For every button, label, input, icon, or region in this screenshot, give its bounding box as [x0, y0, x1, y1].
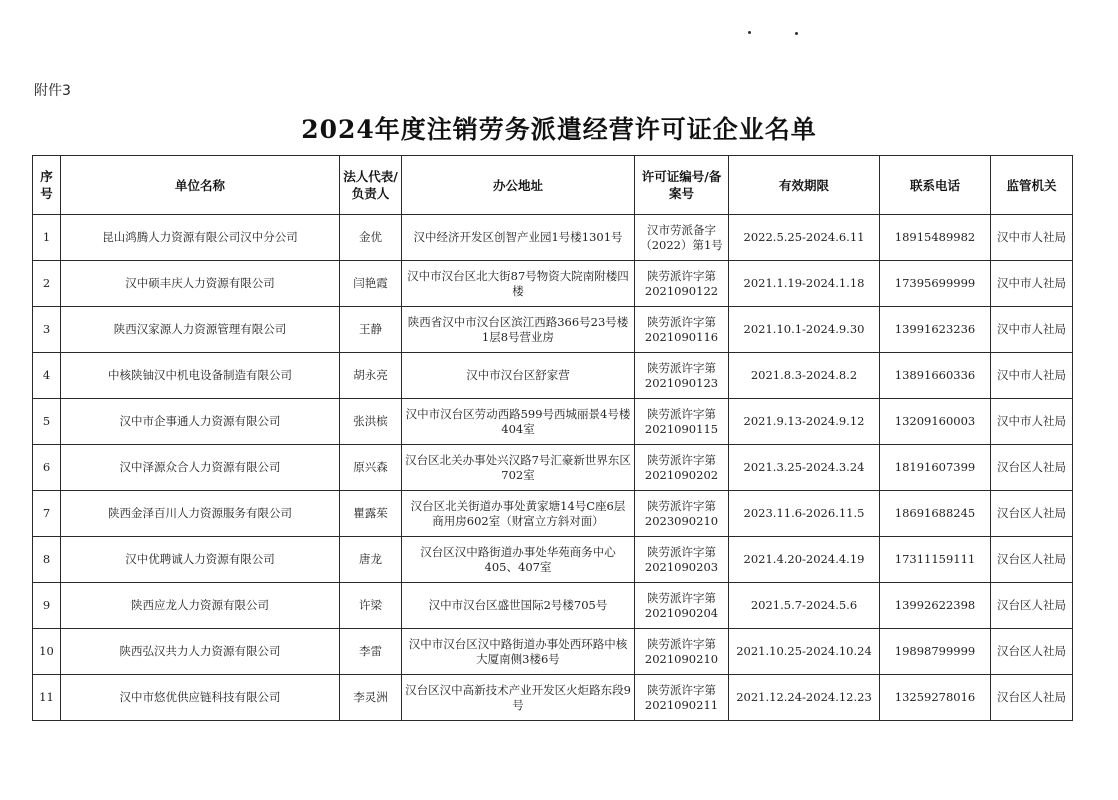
cell-license-number: 陕劳派许字第2021090211: [635, 675, 729, 721]
cell-validity-period: 2021.3.25-2024.3.24: [729, 445, 880, 491]
cell-index: 10: [33, 629, 61, 675]
cell-phone: 13891660336: [880, 353, 991, 399]
table-row: [33, 583, 1073, 629]
cell-legal-rep: 瞿露茱: [340, 491, 402, 537]
cell-validity-period: 2022.5.25-2024.6.11: [729, 215, 880, 261]
cell-authority: 汉中市人社局: [991, 399, 1073, 445]
attachment-label: 附件3: [34, 83, 71, 99]
header-phone: 联系电话: [880, 156, 991, 215]
cell-license-number: 汉市劳派备字（2022）第1号: [635, 215, 729, 261]
cell-legal-rep: 唐龙: [340, 537, 402, 583]
cell-validity-period: 2023.11.6-2026.11.5: [729, 491, 880, 537]
revoked-license-table: [32, 155, 1073, 721]
cell-license-number: 陕劳派许字第2021090123: [635, 353, 729, 399]
header-office-address: 办公地址: [402, 156, 635, 215]
cell-phone: 13259278016: [880, 675, 991, 721]
table-row: [33, 629, 1073, 675]
cell-license-number: 陕劳派许字第2021090115: [635, 399, 729, 445]
cell-company-name: 汉中泽源众合人力资源有限公司: [61, 445, 340, 491]
cell-company-name: 陕西汉家源人力资源管理有限公司: [61, 307, 340, 353]
table-row: [33, 445, 1073, 491]
cell-license-number: 陕劳派许字第2023090210: [635, 491, 729, 537]
cell-legal-rep: 胡永亮: [340, 353, 402, 399]
cell-company-name: 陕西应龙人力资源有限公司: [61, 583, 340, 629]
cell-company-name: 中核陕铀汉中机电设备制造有限公司: [61, 353, 340, 399]
cell-authority: 汉中市人社局: [991, 215, 1073, 261]
cell-legal-rep: 原兴森: [340, 445, 402, 491]
cell-office-address: 汉台区北关办事处兴汉路7号汇豪新世界东区702室: [402, 445, 635, 491]
cell-authority: 汉台区人社局: [991, 445, 1073, 491]
cell-phone: 13991623236: [880, 307, 991, 353]
cell-authority: 汉台区人社局: [991, 675, 1073, 721]
cell-company-name: 汉中优聘诚人力资源有限公司: [61, 537, 340, 583]
cell-office-address: 汉中经济开发区创智产业园1号楼1301号: [402, 215, 635, 261]
cell-phone: 18691688245: [880, 491, 991, 537]
cell-phone: 13209160003: [880, 399, 991, 445]
cell-phone: 19898799999: [880, 629, 991, 675]
cell-validity-period: 2021.9.13-2024.9.12: [729, 399, 880, 445]
cell-phone: 17311159111: [880, 537, 991, 583]
cell-authority: 汉台区人社局: [991, 537, 1073, 583]
cell-office-address: 汉中市汉台区舒家营: [402, 353, 635, 399]
cell-validity-period: 2021.1.19-2024.1.18: [729, 261, 880, 307]
cell-index: 3: [33, 307, 61, 353]
cell-authority: 汉台区人社局: [991, 629, 1073, 675]
cell-validity-period: 2021.5.7-2024.5.6: [729, 583, 880, 629]
cell-office-address: 汉中市汉台区盛世国际2号楼705号: [402, 583, 635, 629]
cell-legal-rep: 张洪槟: [340, 399, 402, 445]
cell-company-name: 汉中市悠优供应链科技有限公司: [61, 675, 340, 721]
cell-legal-rep: 王静: [340, 307, 402, 353]
cell-license-number: 陕劳派许字第2021090203: [635, 537, 729, 583]
document-title: 2024年度注销劳务派遣经营许可证企业名单: [301, 115, 817, 144]
cell-authority: 汉中市人社局: [991, 261, 1073, 307]
cell-company-name: 昆山鸿腾人力资源有限公司汉中分公司: [61, 215, 340, 261]
cell-index: 2: [33, 261, 61, 307]
table-header-row: [33, 156, 1073, 215]
cell-license-number: 陕劳派许字第2021090204: [635, 583, 729, 629]
cell-phone: 18915489982: [880, 215, 991, 261]
cell-index: 6: [33, 445, 61, 491]
scan-speck: [748, 31, 751, 34]
cell-company-name: 汉中市企事通人力资源有限公司: [61, 399, 340, 445]
cell-legal-rep: 闫艳霞: [340, 261, 402, 307]
cell-index: 9: [33, 583, 61, 629]
table-row: [33, 307, 1073, 353]
cell-office-address: 汉中市汉台区北大街87号物资大院南附楼四楼: [402, 261, 635, 307]
cell-index: 4: [33, 353, 61, 399]
table-row: [33, 215, 1073, 261]
cell-license-number: 陕劳派许字第2021090210: [635, 629, 729, 675]
cell-license-number: 陕劳派许字第2021090202: [635, 445, 729, 491]
table-row: [33, 675, 1073, 721]
cell-index: 8: [33, 537, 61, 583]
cell-authority: 汉台区人社局: [991, 491, 1073, 537]
cell-index: 11: [33, 675, 61, 721]
cell-license-number: 陕劳派许字第2021090122: [635, 261, 729, 307]
cell-legal-rep: 许梁: [340, 583, 402, 629]
cell-company-name: 汉中硕丰庆人力资源有限公司: [61, 261, 340, 307]
cell-legal-rep: 李灵洲: [340, 675, 402, 721]
cell-phone: 13992622398: [880, 583, 991, 629]
cell-office-address: 汉中市汉台区汉中路街道办事处西环路中核大厦南侧3楼6号: [402, 629, 635, 675]
cell-office-address: 汉台区汉中路街道办事处华苑商务中心405、407室: [402, 537, 635, 583]
header-validity-period: 有效期限: [729, 156, 880, 215]
table-row: [33, 399, 1073, 445]
header-index: 序号: [33, 156, 61, 215]
cell-office-address: 汉台区汉中高新技术产业开发区火炬路东段9号: [402, 675, 635, 721]
header-authority: 监管机关: [991, 156, 1073, 215]
table-row: [33, 491, 1073, 537]
table-row: [33, 261, 1073, 307]
cell-phone: 18191607399: [880, 445, 991, 491]
cell-office-address: 汉中市汉台区劳动西路599号西城丽景4号楼404室: [402, 399, 635, 445]
cell-index: 7: [33, 491, 61, 537]
cell-validity-period: 2021.4.20-2024.4.19: [729, 537, 880, 583]
cell-validity-period: 2021.8.3-2024.8.2: [729, 353, 880, 399]
cell-validity-period: 2021.12.24-2024.12.23: [729, 675, 880, 721]
cell-authority: 汉中市人社局: [991, 353, 1073, 399]
scan-speck: [795, 32, 798, 35]
table-row: [33, 353, 1073, 399]
cell-license-number: 陕劳派许字第2021090116: [635, 307, 729, 353]
cell-office-address: 汉台区北关街道办事处黄家塘14号C座6层商用房602室（财富立方斜对面）: [402, 491, 635, 537]
cell-validity-period: 2021.10.25-2024.10.24: [729, 629, 880, 675]
cell-authority: 汉台区人社局: [991, 583, 1073, 629]
header-company-name: 单位名称: [61, 156, 340, 215]
cell-company-name: 陕西金泽百川人力资源服务有限公司: [61, 491, 340, 537]
cell-phone: 17395699999: [880, 261, 991, 307]
cell-index: 1: [33, 215, 61, 261]
header-license-number: 许可证编号/备案号: [635, 156, 729, 215]
cell-company-name: 陕西弘汉共力人力资源有限公司: [61, 629, 340, 675]
cell-index: 5: [33, 399, 61, 445]
cell-office-address: 陕西省汉中市汉台区滨江西路366号23号楼1层8号营业房: [402, 307, 635, 353]
cell-legal-rep: 金优: [340, 215, 402, 261]
cell-validity-period: 2021.10.1-2024.9.30: [729, 307, 880, 353]
table-row: [33, 537, 1073, 583]
cell-authority: 汉中市人社局: [991, 307, 1073, 353]
cell-legal-rep: 李雷: [340, 629, 402, 675]
header-legal-rep: 法人代表/负责人: [340, 156, 402, 215]
